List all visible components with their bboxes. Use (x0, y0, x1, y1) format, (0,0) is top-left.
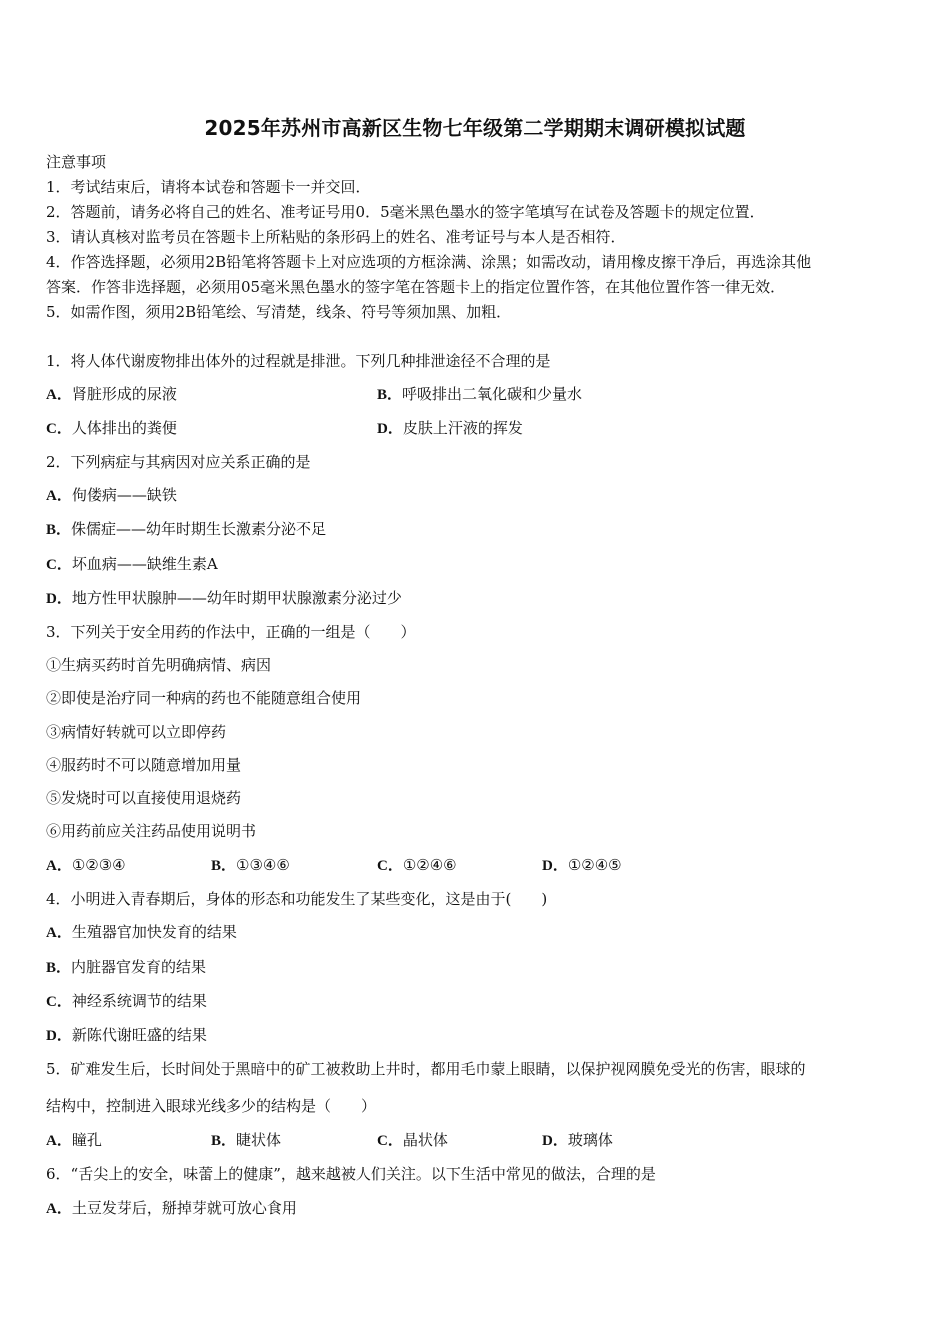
option-label: D． (46, 591, 72, 607)
option-text: 新陈代谢旺盛的结果 (71, 1026, 207, 1044)
option-label: B． (211, 1133, 237, 1149)
option-text: 瞳孔 (71, 1131, 102, 1149)
option-text: ①③④⑥ (236, 856, 290, 874)
option-text: 睫状体 (236, 1131, 282, 1149)
option-text: ①②③④ (71, 856, 126, 874)
option-c (46, 554, 218, 575)
option-d (377, 418, 523, 439)
option-d (46, 1025, 207, 1046)
option-text: 侏儒症——幼年时期生长激素分泌不足 (71, 520, 327, 538)
option-text: 内脏器官发育的结果 (71, 958, 207, 976)
question-stem-continued: 结构中，控制进入眼球光线多少的结构是（ ） (46, 1097, 377, 1115)
option-label: A． (46, 925, 72, 941)
option-label: C． (46, 994, 72, 1010)
option-label: D． (377, 421, 403, 437)
option-c (46, 991, 207, 1012)
question-stem: 1．将人体代谢废物排出体外的过程就是排泄。下列几种排泄途径不合理的是 (46, 352, 551, 370)
option-text: 坏血病——缺维生素A (71, 555, 218, 573)
option-b (46, 519, 326, 540)
option-label: C． (377, 858, 403, 874)
question-stem: 6．“舌尖上的安全，味蕾上的健康”，越来越被人们关注。以下生活中常见的做法，合理的是 (46, 1165, 656, 1183)
option-label: A． (46, 387, 72, 403)
option-d (542, 855, 622, 876)
page-title: 2025年苏州市高新区生物七年级第二学期期末调研模拟试题 (204, 116, 746, 140)
option-label: B． (46, 522, 72, 538)
question-stem: 2．下列病症与其病因对应关系正确的是 (46, 453, 311, 471)
option-label: A． (46, 488, 72, 504)
option-label: A． (46, 1133, 72, 1149)
option-label: B． (377, 387, 403, 403)
statement: ④服药时不可以随意增加用量 (46, 756, 242, 774)
option-a (46, 384, 177, 405)
option-text: 地方性甲状腺肿——幼年时期甲状腺激素分泌过少 (71, 589, 402, 607)
option-text: ①②④⑤ (567, 856, 622, 874)
notice-item: 1．考试结束后，请将本试卷和答题卡一并交回． (46, 178, 371, 196)
option-label: D． (542, 858, 568, 874)
option-label: B． (211, 858, 237, 874)
statement: ⑤发烧时可以直接使用退烧药 (46, 789, 242, 807)
option-text: 佝偻病——缺铁 (71, 486, 177, 504)
option-label: A． (46, 1201, 72, 1217)
notice-item: 4．作答选择题，必须用2B铅笔将答题卡上对应选项的方框涂满、涂黑；如需改动，请用橡皮擦干净后，再选涂其他 (46, 253, 812, 271)
option-text: 玻璃体 (567, 1131, 613, 1149)
statement: ⑥用药前应关注药品使用说明书 (46, 822, 257, 840)
notice-item: 3．请认真核对监考员在答题卡上所粘贴的条形码上的姓名、准考证号与本人是否相符． (46, 228, 626, 246)
option-a (46, 922, 237, 943)
option-b (377, 384, 582, 405)
option-c (46, 418, 177, 439)
option-text: 晶状体 (402, 1131, 448, 1149)
statement: ③病情好转就可以立即停药 (46, 723, 227, 741)
option-a (46, 485, 177, 506)
notice-item: 2．答题前，请务必将自己的姓名、准考证号用0．5毫米黑色墨水的签字笔填写在试卷及答题卡的规定位置． (46, 203, 765, 221)
notice-item: 答案．作答非选择题，必须用05毫米黑色墨水的签字笔在答题卡上的指定位置作答，在其他位置作答一律无效． (46, 278, 786, 296)
statement: ②即使是治疗同一种病的药也不能随意组合使用 (46, 689, 362, 707)
option-b (46, 957, 206, 978)
option-text: 呼吸排出二氧化碳和少量水 (402, 385, 583, 403)
option-label: C． (46, 421, 72, 437)
option-a (46, 1198, 297, 1219)
option-label: D． (46, 1028, 72, 1044)
option-label: D． (542, 1133, 568, 1149)
option-label: B． (46, 960, 72, 976)
option-a (46, 1130, 102, 1151)
option-text: ①②④⑥ (402, 856, 457, 874)
statement: ①生病买药时首先明确病情、病因 (46, 656, 272, 674)
option-text: 生殖器官加快发育的结果 (71, 923, 237, 941)
question-stem: 4．小明进入青春期后，身体的形态和功能发生了某些变化，这是由于( ) (46, 890, 548, 908)
option-label: C． (377, 1133, 403, 1149)
option-text: 神经系统调节的结果 (71, 992, 207, 1010)
option-b (211, 1130, 281, 1151)
option-text: 土豆发芽后，掰掉芽就可放心食用 (71, 1199, 297, 1217)
option-b (211, 855, 290, 876)
option-c (377, 1130, 448, 1151)
notice-item: 5．如需作图，须用2B铅笔绘、写清楚，线条、符号等须加黑、加粗． (46, 303, 512, 321)
option-d (46, 588, 402, 609)
option-text: 人体排出的粪便 (71, 419, 177, 437)
option-c (377, 855, 457, 876)
notice-heading: 注意事项 (46, 153, 107, 171)
option-a (46, 855, 126, 876)
question-stem: 5．矿难发生后，长时间处于黑暗中的矿工被救助上井时，都用毛巾蒙上眼睛，以保护视网膜免受光的伤害，眼球的 (46, 1060, 806, 1078)
option-label: C． (46, 557, 72, 573)
option-label: A． (46, 858, 72, 874)
option-text: 肾脏形成的尿液 (71, 385, 177, 403)
option-text: 皮肤上汗液的挥发 (402, 419, 523, 437)
question-stem: 3．下列关于安全用药的作法中，正确的一组是（ ） (46, 623, 416, 641)
option-d (542, 1130, 613, 1151)
